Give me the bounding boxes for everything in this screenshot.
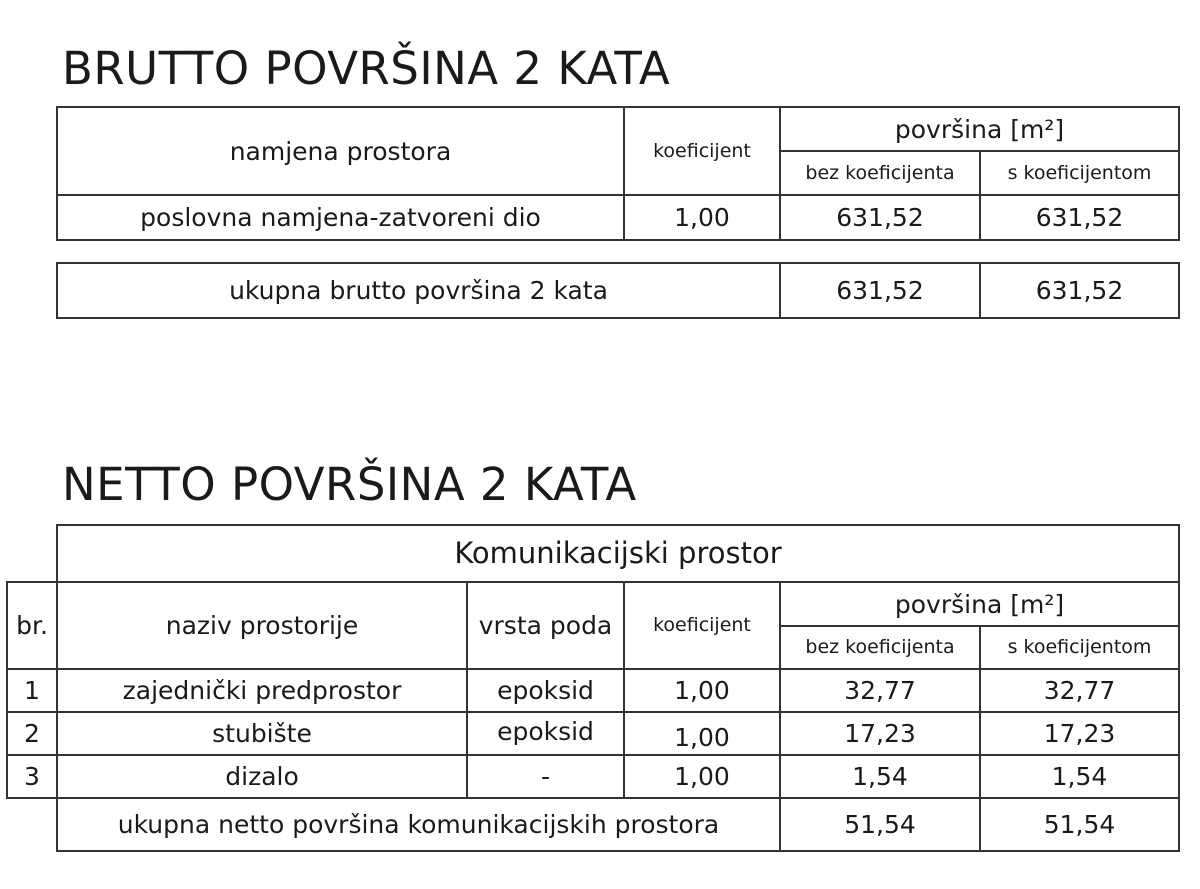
brutto-total-table <box>56 262 1180 319</box>
header-area: površina [m²] <box>780 107 1179 151</box>
row-room-name: zajednički predprostor <box>57 669 467 712</box>
row-coefficient: 1,00 <box>624 669 780 712</box>
header-without-coefficient: bez koeficijenta <box>780 151 980 195</box>
brutto-title: BRUTTO POVRŠINA 2 KATA <box>62 42 671 95</box>
row-with-coefficient: 1,54 <box>980 755 1179 798</box>
row-with-coefficient: 17,23 <box>980 712 1179 755</box>
row-coefficient: 1,00 <box>624 755 780 798</box>
brutto-total-label: ukupna brutto površina 2 kata <box>57 263 780 318</box>
header-floor-type: vrsta poda <box>467 582 624 669</box>
brutto-total-with-coefficient: 631,52 <box>980 263 1179 318</box>
row-without-coefficient: 17,23 <box>780 712 980 755</box>
table-row <box>7 712 1179 755</box>
netto-total-label: ukupna netto površina komunikacijskih prostora <box>57 798 780 851</box>
row-number: 3 <box>7 755 57 798</box>
row-coefficient-value: 1,00 <box>674 723 730 752</box>
row-purpose: poslovna namjena-zatvoreni dio <box>57 195 624 240</box>
row-number: 2 <box>7 712 57 755</box>
section-title: Komunikacijski prostor <box>57 525 1179 582</box>
row-coefficient: 1,00 <box>624 195 780 240</box>
header-without-coefficient: bez koeficijenta <box>780 626 980 669</box>
header-area: površina [m²] <box>780 582 1179 626</box>
brutto-table <box>56 106 1180 241</box>
row-without-coefficient: 1,54 <box>780 755 980 798</box>
row-without-coefficient: 32,77 <box>780 669 980 712</box>
row-number: 1 <box>7 669 57 712</box>
header-coefficient: koeficijent <box>624 107 780 195</box>
header-room-name: naziv prostorije <box>57 582 467 669</box>
header-coefficient: koeficijent <box>624 582 780 669</box>
row-without-coefficient: 631,52 <box>780 195 980 240</box>
row-coefficient <box>624 712 780 755</box>
netto-total-without-coefficient: 51,54 <box>780 798 980 851</box>
table-row <box>7 669 1179 712</box>
row-floor-type: epoksid <box>467 669 624 712</box>
row-with-coefficient: 32,77 <box>980 669 1179 712</box>
row-room-name: dizalo <box>57 755 467 798</box>
table-row <box>7 755 1179 798</box>
row-with-coefficient: 631,52 <box>980 195 1179 240</box>
header-with-coefficient: s koeficijentom <box>980 151 1179 195</box>
header-purpose: namjena prostora <box>57 107 624 195</box>
header-with-coefficient: s koeficijentom <box>980 626 1179 669</box>
row-floor-type: - <box>467 755 624 798</box>
netto-table <box>6 524 1180 852</box>
header-number: br. <box>7 582 57 669</box>
row-room-name: stubište <box>57 712 467 755</box>
row-floor-type: epoksid <box>467 712 624 755</box>
netto-total-with-coefficient: 51,54 <box>980 798 1179 851</box>
netto-title: NETTO POVRŠINA 2 KATA <box>62 458 637 511</box>
brutto-total-without-coefficient: 631,52 <box>780 263 980 318</box>
